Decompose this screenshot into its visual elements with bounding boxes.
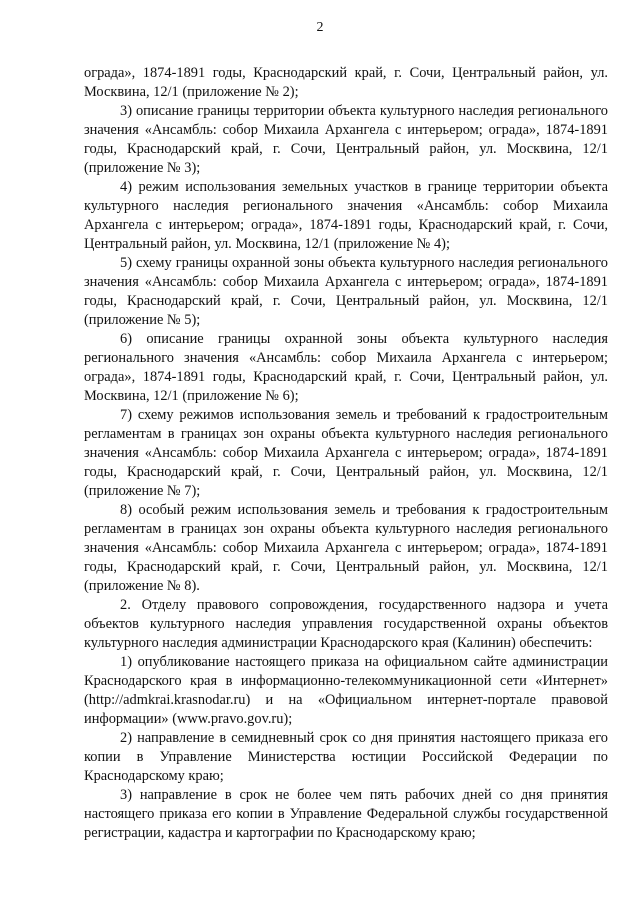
paragraph-subitem-2: 2) направление в семидневный срок со дня принятия настоящего приказа его копии в Управление Министерства юстиции Российской Федерации по Краснодарскому краю; xyxy=(84,730,608,784)
paragraph-item-8: 8) особый режим использования земель и требования к градостроительным регламентам в границах зон охраны объекта культурного наследия регионального значения «Ансамбль: собор Михаила Архангела с интерьером; ограда», 1874-1891 годы, Краснодарский край, г. Сочи, Центральный район, ул. Москвина, 12/1 (приложение № 8). xyxy=(84,502,608,594)
paragraph-section-2: 2. Отделу правового сопровождения, государственного надзора и учета объектов культурного наследия управления государственной охраны объектов культурного наследия администрации Краснодарского края (Калинин) обеспечить: xyxy=(84,597,608,651)
page-number: 2 xyxy=(316,20,324,35)
paragraph-item-5: 5) схему границы охранной зоны объекта культурного наследия регионального значения «Ансамбль: собор Михаила Архангела с интерьером; ограда», 1874-1891 годы, Краснодарский край, г. Сочи, Центральный район, ул. Москвина, 12/1 (приложение № 5); xyxy=(84,255,608,328)
paragraph-item-4: 4) режим использования земельных участков в границе территории объекта культурного наследия регионального значения «Ансамбль: собор Михаила Архангела с интерьером; ограда», 1874-1891 годы, Краснодарский край, г. Сочи, Центральный район, ул. Москвина, 12/1 (приложение № 4); xyxy=(84,179,608,252)
paragraph-item-7: 7) схему режимов использования земель и требований к градостроительным регламентам в границах зон охраны объекта культурного наследия регионального значения «Ансамбль: собор Михаила Архангела с интерьером; ограда», 1874-1891 годы, Краснодарский край, г. Сочи, Центральный район, ул. Москвина, 12/1 (приложение № 7); xyxy=(84,407,608,499)
document-body xyxy=(84,64,608,843)
paragraph-item-3: 3) описание границы территории объекта культурного наследия регионального значения «Ансамбль: собор Михаила Архангела с интерьером; ограда», 1874-1891 годы, Краснодарский край, г. Сочи, Центральный район, ул. Москвина, 12/1 (приложение № 3); xyxy=(84,103,608,176)
paragraph-subitem-3: 3) направление в срок не более чем пять рабочих дней со дня принятия настоящего приказа его копии в Управление Федеральной службы государственной регистрации, кадастра и картографии по Краснодарскому краю; xyxy=(84,787,608,841)
paragraph-continuation: ограда», 1874-1891 годы, Краснодарский край, г. Сочи, Центральный район, ул. Москвина, 12/1 (приложение № 2); xyxy=(84,65,608,100)
paragraph-item-6: 6) описание границы охранной зоны объекта культурного наследия регионального значения «Ансамбль: собор Михаила Архангела с интерьером; ограда», 1874-1891 годы, Краснодарский край, г. Сочи, Центральный район, ул. Москвина, 12/1 (приложение № 6); xyxy=(84,331,608,404)
paragraph-subitem-1: 1) опубликование настоящего приказа на официальном сайте администрации Краснодарского края в информационно-телекоммуникационной сети «Интернет» (http://admkrai.krasnodar.ru) и на «Официальном интернет-портале правовой информации» (www.pravo.gov.ru); xyxy=(84,654,608,727)
